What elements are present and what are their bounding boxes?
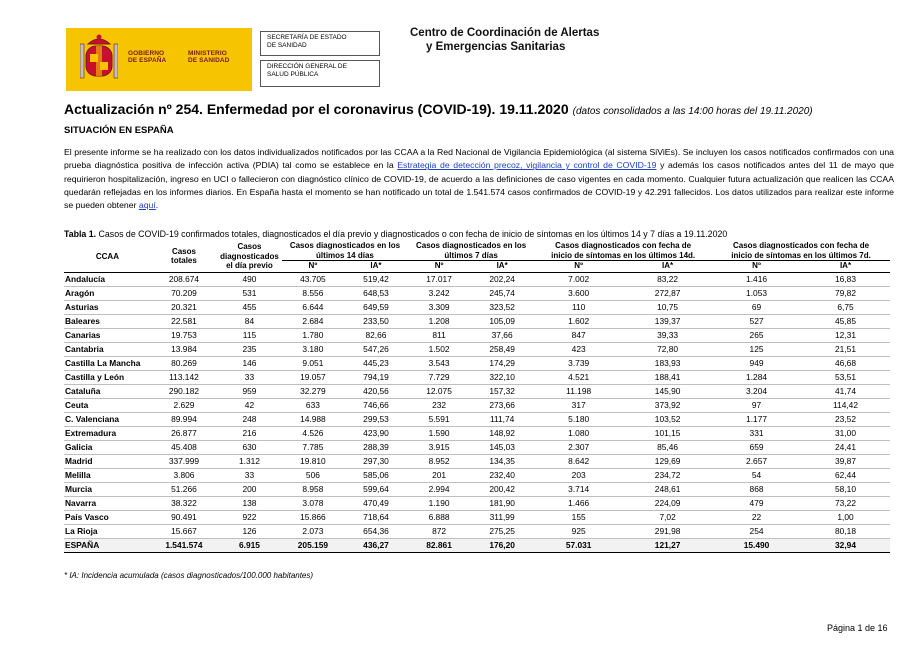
value-cell: 1.312 bbox=[217, 454, 282, 468]
value-cell: 157,32 bbox=[470, 384, 534, 398]
value-cell: 959 bbox=[217, 384, 282, 398]
value-cell: 273,66 bbox=[470, 398, 534, 412]
value-cell: 5.591 bbox=[408, 412, 470, 426]
total-label-cell: ESPAÑA bbox=[64, 538, 151, 552]
value-cell: 155 bbox=[534, 510, 623, 524]
total-value-cell: 32,94 bbox=[801, 538, 890, 552]
value-cell: 31,00 bbox=[801, 426, 890, 440]
value-cell: 1.080 bbox=[534, 426, 623, 440]
value-cell: 72,80 bbox=[623, 342, 712, 356]
value-cell: 89.994 bbox=[151, 412, 217, 426]
value-cell: 949 bbox=[712, 356, 801, 370]
value-cell: 7.785 bbox=[282, 440, 344, 454]
value-cell: 9.051 bbox=[282, 356, 344, 370]
value-cell: 868 bbox=[712, 482, 801, 496]
value-cell: 5.180 bbox=[534, 412, 623, 426]
value-cell: 258,49 bbox=[470, 342, 534, 356]
total-value-cell: 82.861 bbox=[408, 538, 470, 552]
value-cell: 235 bbox=[217, 342, 282, 356]
report-title bbox=[64, 101, 813, 117]
value-cell: 420,56 bbox=[344, 384, 408, 398]
value-cell: 254 bbox=[712, 524, 801, 538]
value-cell: 12.075 bbox=[408, 384, 470, 398]
value-cell: 79,82 bbox=[801, 286, 890, 300]
table-row bbox=[64, 328, 890, 342]
value-cell: 134,35 bbox=[470, 454, 534, 468]
value-cell: 103,52 bbox=[623, 412, 712, 426]
value-cell: 4.521 bbox=[534, 370, 623, 384]
value-cell: 232 bbox=[408, 398, 470, 412]
header-total: Casos totales bbox=[171, 246, 197, 266]
value-cell: 62,44 bbox=[801, 468, 890, 482]
government-label: GOBIERNO DE ESPAÑA bbox=[128, 50, 167, 64]
header-group-symptoms-14d: Casos diagnosticados con fecha de inicio de síntomas en los últimos 14d. bbox=[534, 241, 712, 261]
region-name-cell: Navarra bbox=[64, 496, 151, 510]
header-ia: IA* bbox=[801, 261, 890, 273]
value-cell: 200,42 bbox=[470, 482, 534, 496]
value-cell: 53,51 bbox=[801, 370, 890, 384]
value-cell: 659 bbox=[712, 440, 801, 454]
value-cell: 42 bbox=[217, 398, 282, 412]
value-cell: 3.600 bbox=[534, 286, 623, 300]
table-row bbox=[64, 384, 890, 398]
value-cell: 445,23 bbox=[344, 356, 408, 370]
center-title: Centro de Coordinación de Alertas y Emergencias Sanitarias bbox=[410, 27, 600, 53]
value-cell: 110 bbox=[534, 300, 623, 314]
region-name-cell: Cantabria bbox=[64, 342, 151, 356]
value-cell: 423,90 bbox=[344, 426, 408, 440]
value-cell: 69 bbox=[712, 300, 801, 314]
total-value-cell: 121,27 bbox=[623, 538, 712, 552]
value-cell: 1.177 bbox=[712, 412, 801, 426]
value-cell: 2.073 bbox=[282, 524, 344, 538]
value-cell: 20.321 bbox=[151, 300, 217, 314]
value-cell: 3.806 bbox=[151, 468, 217, 482]
value-cell: 129,69 bbox=[623, 454, 712, 468]
value-cell: 125 bbox=[712, 342, 801, 356]
value-cell: 925 bbox=[534, 524, 623, 538]
region-name-cell: Castilla y León bbox=[64, 370, 151, 384]
value-cell: 39,87 bbox=[801, 454, 890, 468]
region-name-cell: Aragón bbox=[64, 286, 151, 300]
value-cell: 39,33 bbox=[623, 328, 712, 342]
value-cell: 519,42 bbox=[344, 272, 408, 286]
value-cell: 201 bbox=[408, 468, 470, 482]
value-cell: 80.269 bbox=[151, 356, 217, 370]
value-cell: 200 bbox=[217, 482, 282, 496]
value-cell: 272,87 bbox=[623, 286, 712, 300]
value-cell: 423 bbox=[534, 342, 623, 356]
value-cell: 148,92 bbox=[470, 426, 534, 440]
table-row bbox=[64, 300, 890, 314]
table-row bbox=[64, 426, 890, 440]
header-n: Nº bbox=[282, 261, 344, 273]
region-name-cell: Cataluña bbox=[64, 384, 151, 398]
value-cell: 3.915 bbox=[408, 440, 470, 454]
value-cell: 70.209 bbox=[151, 286, 217, 300]
direction-box: DIRECCIÓN GENERAL DE SALUD PÚBLICA bbox=[260, 60, 380, 87]
value-cell: 265 bbox=[712, 328, 801, 342]
value-cell: 8.952 bbox=[408, 454, 470, 468]
value-cell: 8.958 bbox=[282, 482, 344, 496]
value-cell: 126 bbox=[217, 524, 282, 538]
value-cell: 113.142 bbox=[151, 370, 217, 384]
table-row bbox=[64, 496, 890, 510]
value-cell: 80,18 bbox=[801, 524, 890, 538]
value-cell: 26.877 bbox=[151, 426, 217, 440]
value-cell: 322,10 bbox=[470, 370, 534, 384]
value-cell: 1.053 bbox=[712, 286, 801, 300]
value-cell: 291,98 bbox=[623, 524, 712, 538]
report-title-text: Actualización nº 254. Enfermedad por el coronavirus (COVID-19). 19.11.2020 bbox=[64, 101, 569, 117]
value-cell: 202,24 bbox=[470, 272, 534, 286]
value-cell: 297,30 bbox=[344, 454, 408, 468]
value-cell: 248,61 bbox=[623, 482, 712, 496]
value-cell: 811 bbox=[408, 328, 470, 342]
value-cell: 3.739 bbox=[534, 356, 623, 370]
value-cell: 7,02 bbox=[623, 510, 712, 524]
value-cell: 101,15 bbox=[623, 426, 712, 440]
table-row bbox=[64, 286, 890, 300]
value-cell: 3.543 bbox=[408, 356, 470, 370]
value-cell: 794,19 bbox=[344, 370, 408, 384]
value-cell: 188,41 bbox=[623, 370, 712, 384]
value-cell: 599,64 bbox=[344, 482, 408, 496]
value-cell: 19.753 bbox=[151, 328, 217, 342]
value-cell: 323,52 bbox=[470, 300, 534, 314]
value-cell: 847 bbox=[534, 328, 623, 342]
value-cell: 1.590 bbox=[408, 426, 470, 440]
value-cell: 43.705 bbox=[282, 272, 344, 286]
value-cell: 33 bbox=[217, 370, 282, 384]
value-cell: 1,00 bbox=[801, 510, 890, 524]
value-cell: 2.629 bbox=[151, 398, 217, 412]
value-cell: 275,25 bbox=[470, 524, 534, 538]
value-cell: 32.279 bbox=[282, 384, 344, 398]
table-row bbox=[64, 524, 890, 538]
value-cell: 7.729 bbox=[408, 370, 470, 384]
header-group-14d: Casos diagnosticados en los últimos 14 días bbox=[282, 241, 408, 261]
ministry-label: MINISTERIO DE SANIDAD bbox=[188, 50, 230, 64]
intro-paragraph: El presente informe se ha realizado con los datos individualizados notificados por las CCAA a la Red Nacional de Vigilancia Epidemiológica (al sistema SiViEs). Se incluyen los casos notificados confirmados con una prueba diagnóstica positiva de infección activa (PDIA) tal como se establece en la Estrategia de detección precoz, vigilancia y control de COVID-19 y además los casos notificados antes del 11 de mayo que requirieron hospitalización, ingreso en UCI o fallecieron con diagnóstico clínico de COVID-19, de acuerdo a las definiciones de caso vigentes en cada momento. Cualquier futura actualización que realicen las CCAA quedarán reflejadas en los informes diarios. En España hasta el momento se han notificado un total de 1.541.574 casos confirmados de COVID-19 y 42.291 fallecidos. Los datos utilizados para realizar este informe se pueden obtener aquí. bbox=[64, 147, 894, 211]
value-cell: 6.888 bbox=[408, 510, 470, 524]
value-cell: 19.057 bbox=[282, 370, 344, 384]
value-cell: 232,40 bbox=[470, 468, 534, 482]
table-row bbox=[64, 398, 890, 412]
region-name-cell: Ceuta bbox=[64, 398, 151, 412]
value-cell: 8.642 bbox=[534, 454, 623, 468]
value-cell: 146 bbox=[217, 356, 282, 370]
value-cell: 45.408 bbox=[151, 440, 217, 454]
table-body bbox=[64, 272, 890, 552]
region-name-cell: Castilla La Mancha bbox=[64, 356, 151, 370]
value-cell: 7.002 bbox=[534, 272, 623, 286]
value-cell: 181,90 bbox=[470, 496, 534, 510]
value-cell: 22 bbox=[712, 510, 801, 524]
value-cell: 299,53 bbox=[344, 412, 408, 426]
value-cell: 2.307 bbox=[534, 440, 623, 454]
table-row bbox=[64, 510, 890, 524]
value-cell: 3.242 bbox=[408, 286, 470, 300]
header-n: Nº bbox=[408, 261, 470, 273]
value-cell: 14.988 bbox=[282, 412, 344, 426]
table-row bbox=[64, 272, 890, 286]
value-cell: 3.180 bbox=[282, 342, 344, 356]
value-cell: 4.526 bbox=[282, 426, 344, 440]
value-cell: 145,03 bbox=[470, 440, 534, 454]
value-cell: 649,59 bbox=[344, 300, 408, 314]
table-total-row bbox=[64, 538, 890, 552]
table-row bbox=[64, 342, 890, 356]
value-cell: 6.644 bbox=[282, 300, 344, 314]
table-row bbox=[64, 370, 890, 384]
table-row bbox=[64, 440, 890, 454]
value-cell: 373,92 bbox=[623, 398, 712, 412]
total-value-cell: 15.490 bbox=[712, 538, 801, 552]
value-cell: 490 bbox=[217, 272, 282, 286]
value-cell: 872 bbox=[408, 524, 470, 538]
table-row bbox=[64, 454, 890, 468]
total-value-cell: 436,27 bbox=[344, 538, 408, 552]
region-name-cell: Madrid bbox=[64, 454, 151, 468]
value-cell: 85,46 bbox=[623, 440, 712, 454]
value-cell: 114,42 bbox=[801, 398, 890, 412]
value-cell: 90.491 bbox=[151, 510, 217, 524]
value-cell: 470,49 bbox=[344, 496, 408, 510]
header-ia: IA* bbox=[623, 261, 712, 273]
value-cell: 245,74 bbox=[470, 286, 534, 300]
value-cell: 183,93 bbox=[623, 356, 712, 370]
value-cell: 58,10 bbox=[801, 482, 890, 496]
value-cell: 73,22 bbox=[801, 496, 890, 510]
value-cell: 82,66 bbox=[344, 328, 408, 342]
total-value-cell: 57.031 bbox=[534, 538, 623, 552]
value-cell: 506 bbox=[282, 468, 344, 482]
value-cell: 10,75 bbox=[623, 300, 712, 314]
value-cell: 547,26 bbox=[344, 342, 408, 356]
value-cell: 718,64 bbox=[344, 510, 408, 524]
value-cell: 46,68 bbox=[801, 356, 890, 370]
value-cell: 311,99 bbox=[470, 510, 534, 524]
value-cell: 37,66 bbox=[470, 328, 534, 342]
value-cell: 455 bbox=[217, 300, 282, 314]
section-title: SITUACIÓN EN ESPAÑA bbox=[64, 125, 174, 136]
value-cell: 115 bbox=[217, 328, 282, 342]
value-cell: 3.714 bbox=[534, 482, 623, 496]
value-cell: 527 bbox=[712, 314, 801, 328]
total-value-cell: 205.159 bbox=[282, 538, 344, 552]
value-cell: 1.602 bbox=[534, 314, 623, 328]
covid-cases-table bbox=[64, 241, 890, 553]
value-cell: 45,85 bbox=[801, 314, 890, 328]
value-cell: 746,66 bbox=[344, 398, 408, 412]
value-cell: 84 bbox=[217, 314, 282, 328]
report-title-note: (datos consolidados a las 14:00 horas del 19.11.2020) bbox=[572, 106, 813, 117]
value-cell: 145,90 bbox=[623, 384, 712, 398]
secretariat-box: SECRETARÍA DE ESTADO DE SANIDAD bbox=[260, 31, 380, 56]
value-cell: 17.017 bbox=[408, 272, 470, 286]
total-value-cell: 6.915 bbox=[217, 538, 282, 552]
value-cell: 585,06 bbox=[344, 468, 408, 482]
value-cell: 105,09 bbox=[470, 314, 534, 328]
value-cell: 138 bbox=[217, 496, 282, 510]
region-name-cell: Baleares bbox=[64, 314, 151, 328]
coat-of-arms-icon bbox=[80, 32, 118, 84]
value-cell: 1.502 bbox=[408, 342, 470, 356]
total-value-cell: 1.541.574 bbox=[151, 538, 217, 552]
table-row bbox=[64, 412, 890, 426]
region-name-cell: Extremadura bbox=[64, 426, 151, 440]
value-cell: 479 bbox=[712, 496, 801, 510]
value-cell: 290.182 bbox=[151, 384, 217, 398]
value-cell: 8.556 bbox=[282, 286, 344, 300]
value-cell: 97 bbox=[712, 398, 801, 412]
data-source-link[interactable]: aquí bbox=[138, 200, 156, 211]
value-cell: 6,75 bbox=[801, 300, 890, 314]
total-value-cell: 176,20 bbox=[470, 538, 534, 552]
value-cell: 288,39 bbox=[344, 440, 408, 454]
value-cell: 15.866 bbox=[282, 510, 344, 524]
region-name-cell: Murcia bbox=[64, 482, 151, 496]
table-row bbox=[64, 356, 890, 370]
value-cell: 203 bbox=[534, 468, 623, 482]
value-cell: 16,83 bbox=[801, 272, 890, 286]
table-header-row-1 bbox=[64, 241, 890, 261]
region-name-cell: C. Valenciana bbox=[64, 412, 151, 426]
value-cell: 51.266 bbox=[151, 482, 217, 496]
value-cell: 139,37 bbox=[623, 314, 712, 328]
value-cell: 337.999 bbox=[151, 454, 217, 468]
table-row bbox=[64, 482, 890, 496]
value-cell: 33 bbox=[217, 468, 282, 482]
strategy-link[interactable]: Estrategia de detección precoz, vigilancia y control de COVID-19 bbox=[397, 160, 657, 171]
value-cell: 1.416 bbox=[712, 272, 801, 286]
header-ccaa: CCAA bbox=[95, 251, 119, 261]
value-cell: 531 bbox=[217, 286, 282, 300]
value-cell: 224,09 bbox=[623, 496, 712, 510]
value-cell: 1.190 bbox=[408, 496, 470, 510]
value-cell: 648,53 bbox=[344, 286, 408, 300]
value-cell: 234,72 bbox=[623, 468, 712, 482]
region-name-cell: La Rioja bbox=[64, 524, 151, 538]
value-cell: 3.204 bbox=[712, 384, 801, 398]
table-row bbox=[64, 314, 890, 328]
value-cell: 11.198 bbox=[534, 384, 623, 398]
region-name-cell: Asturias bbox=[64, 300, 151, 314]
value-cell: 633 bbox=[282, 398, 344, 412]
value-cell: 630 bbox=[217, 440, 282, 454]
header-ia: IA* bbox=[344, 261, 408, 273]
value-cell: 41,74 bbox=[801, 384, 890, 398]
value-cell: 1.284 bbox=[712, 370, 801, 384]
value-cell: 22.581 bbox=[151, 314, 217, 328]
value-cell: 15.667 bbox=[151, 524, 217, 538]
value-cell: 2.684 bbox=[282, 314, 344, 328]
region-name-cell: Galicia bbox=[64, 440, 151, 454]
value-cell: 1.780 bbox=[282, 328, 344, 342]
value-cell: 233,50 bbox=[344, 314, 408, 328]
value-cell: 174,29 bbox=[470, 356, 534, 370]
region-name-cell: Andalucía bbox=[64, 272, 151, 286]
value-cell: 208.674 bbox=[151, 272, 217, 286]
value-cell: 2.994 bbox=[408, 482, 470, 496]
value-cell: 1.466 bbox=[534, 496, 623, 510]
header-ia: IA* bbox=[470, 261, 534, 273]
value-cell: 23,52 bbox=[801, 412, 890, 426]
value-cell: 3.078 bbox=[282, 496, 344, 510]
value-cell: 3.309 bbox=[408, 300, 470, 314]
value-cell: 216 bbox=[217, 426, 282, 440]
value-cell: 24,41 bbox=[801, 440, 890, 454]
value-cell: 19.810 bbox=[282, 454, 344, 468]
value-cell: 111,74 bbox=[470, 412, 534, 426]
table-row bbox=[64, 468, 890, 482]
header-group-symptoms-7d: Casos diagnosticados con fecha de inicio de síntomas en los últimos 7d. bbox=[712, 241, 890, 261]
value-cell: 331 bbox=[712, 426, 801, 440]
header-group-7d: Casos diagnosticados en los últimos 7 días bbox=[408, 241, 534, 261]
value-cell: 54 bbox=[712, 468, 801, 482]
table-caption: Tabla 1. Casos de COVID-19 confirmados totales, diagnosticados el día previo y diagnosticados o con fecha de inicio de síntomas en los últimos 14 y 7 días a 19.11.2020 bbox=[64, 229, 728, 239]
header-previous-day: Casos diagnosticados el día previo bbox=[220, 242, 279, 270]
value-cell: 2.657 bbox=[712, 454, 801, 468]
value-cell: 38.322 bbox=[151, 496, 217, 510]
value-cell: 21,51 bbox=[801, 342, 890, 356]
value-cell: 654,36 bbox=[344, 524, 408, 538]
page-number: Página 1 de 16 bbox=[827, 623, 888, 633]
value-cell: 248 bbox=[217, 412, 282, 426]
value-cell: 1.208 bbox=[408, 314, 470, 328]
region-name-cell: Canarias bbox=[64, 328, 151, 342]
header-n: Nº bbox=[712, 261, 801, 273]
footnote: * IA: Incidencia acumulada (casos diagnosticados/100.000 habitantes) bbox=[64, 571, 314, 580]
region-name-cell: Melilla bbox=[64, 468, 151, 482]
value-cell: 922 bbox=[217, 510, 282, 524]
region-name-cell: País Vasco bbox=[64, 510, 151, 524]
value-cell: 13.984 bbox=[151, 342, 217, 356]
value-cell: 83,22 bbox=[623, 272, 712, 286]
header-n: Nº bbox=[534, 261, 623, 273]
value-cell: 317 bbox=[534, 398, 623, 412]
value-cell: 12,31 bbox=[801, 328, 890, 342]
